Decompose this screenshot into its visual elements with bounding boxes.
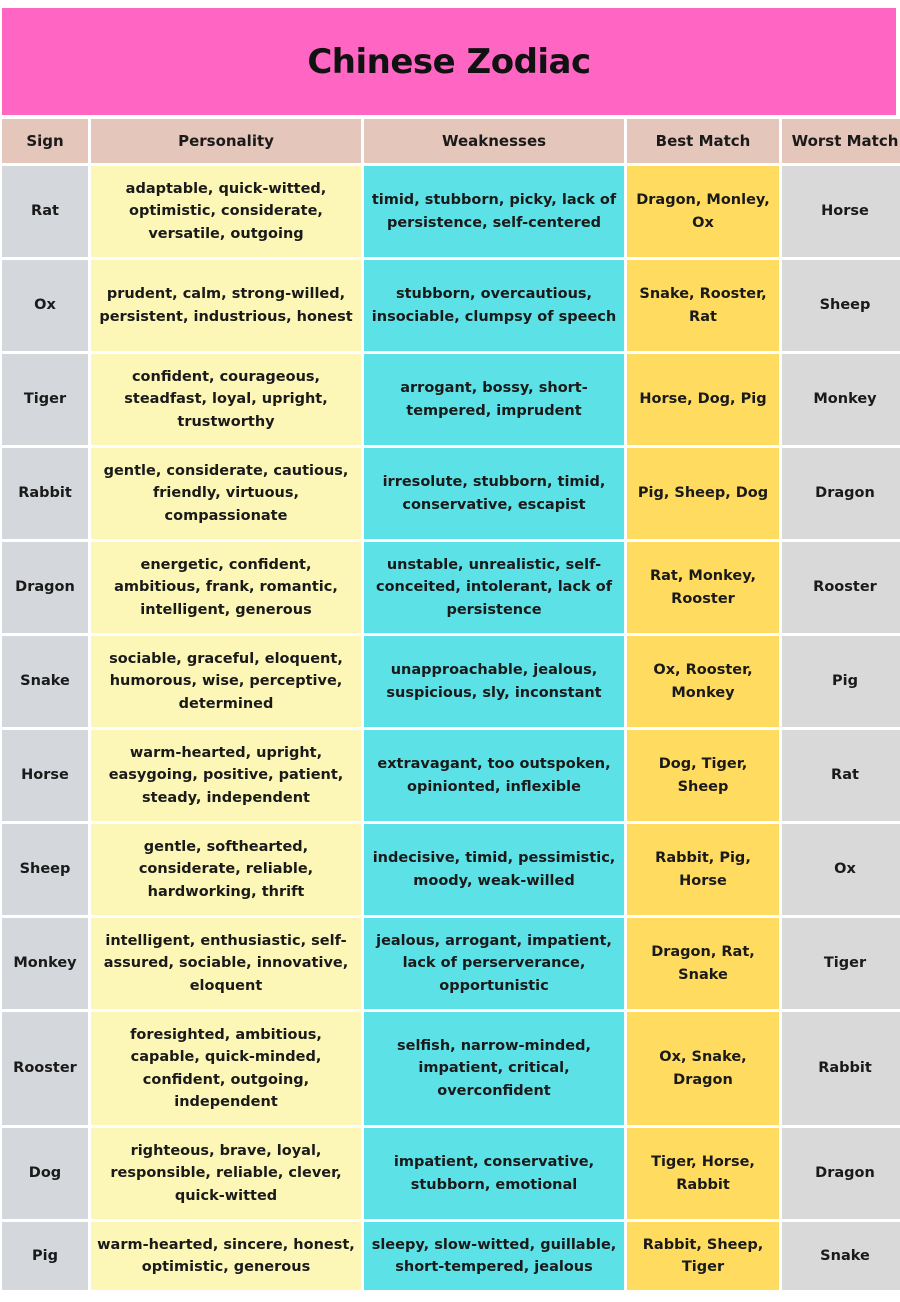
personality-cell: gentle, considerate, cautious, friendly, virtuous, compassionate: [91, 448, 361, 539]
best-match-cell: Dragon, Rat, Snake: [627, 918, 779, 1009]
weaknesses-cell: unapproachable, jealous, suspicious, sly, inconstant: [364, 636, 624, 727]
sign-cell: Pig: [2, 1222, 88, 1290]
header-row: [2, 119, 900, 163]
personality-cell: sociable, graceful, eloquent, humorous, wise, perceptive, determined: [91, 636, 361, 727]
table-row: [2, 448, 900, 539]
page-title: Chinese Zodiac: [307, 41, 591, 82]
personality-cell: prudent, calm, strong-willed, persistent, industrious, honest: [91, 260, 361, 351]
worst-match-cell: Dragon: [782, 1128, 900, 1219]
sign-cell: Rooster: [2, 1012, 88, 1125]
table-row: [2, 824, 900, 915]
table-row: [2, 636, 900, 727]
worst-match-cell: Sheep: [782, 260, 900, 351]
weaknesses-cell: extravagant, too outspoken, opinionted, inflexible: [364, 730, 624, 821]
sign-cell: Dragon: [2, 542, 88, 633]
table-row: [2, 918, 900, 1009]
best-match-cell: Pig, Sheep, Dog: [627, 448, 779, 539]
table-row: [2, 1222, 900, 1290]
table-row: [2, 542, 900, 633]
table-row: [2, 1128, 900, 1219]
header-weaknesses: Weaknesses: [364, 119, 624, 163]
best-match-cell: Dog, Tiger, Sheep: [627, 730, 779, 821]
sign-cell: Sheep: [2, 824, 88, 915]
sign-cell: Dog: [2, 1128, 88, 1219]
zodiac-table: [0, 116, 900, 1293]
personality-cell: warm-hearted, sincere, honest, optimistic, generous: [91, 1222, 361, 1290]
worst-match-cell: Tiger: [782, 918, 900, 1009]
header-personality: Personality: [91, 119, 361, 163]
best-match-cell: Rat, Monkey, Rooster: [627, 542, 779, 633]
table-row: [2, 730, 900, 821]
best-match-cell: Rabbit, Sheep, Tiger: [627, 1222, 779, 1290]
best-match-cell: Rabbit, Pig, Horse: [627, 824, 779, 915]
sign-cell: Horse: [2, 730, 88, 821]
weaknesses-cell: indecisive, timid, pessimistic, moody, weak-willed: [364, 824, 624, 915]
sign-cell: Tiger: [2, 354, 88, 445]
weaknesses-cell: unstable, unrealistic, self-conceited, intolerant, lack of persistence: [364, 542, 624, 633]
best-match-cell: Tiger, Horse, Rabbit: [627, 1128, 779, 1219]
table-row: [2, 354, 900, 445]
table-row: [2, 1012, 900, 1125]
weaknesses-cell: timid, stubborn, picky, lack of persistence, self-centered: [364, 166, 624, 257]
header-sign: Sign: [2, 119, 88, 163]
worst-match-cell: Rat: [782, 730, 900, 821]
table-row: [2, 260, 900, 351]
worst-match-cell: Rabbit: [782, 1012, 900, 1125]
personality-cell: gentle, softhearted, considerate, reliable, hardworking, thrift: [91, 824, 361, 915]
worst-match-cell: Horse: [782, 166, 900, 257]
weaknesses-cell: jealous, arrogant, impatient, lack of perserverance, opportunistic: [364, 918, 624, 1009]
title-banner: [2, 8, 896, 115]
header-worst-match: Worst Match: [782, 119, 900, 163]
weaknesses-cell: sleepy, slow-witted, guillable, short-tempered, jealous: [364, 1222, 624, 1290]
personality-cell: warm-hearted, upright, easygoing, positive, patient, steady, independent: [91, 730, 361, 821]
worst-match-cell: Rooster: [782, 542, 900, 633]
personality-cell: intelligent, enthusiastic, self-assured, sociable, innovative, eloquent: [91, 918, 361, 1009]
best-match-cell: Horse, Dog, Pig: [627, 354, 779, 445]
weaknesses-cell: irresolute, stubborn, timid, conservative, escapist: [364, 448, 624, 539]
sign-cell: Snake: [2, 636, 88, 727]
weaknesses-cell: selfish, narrow-minded, impatient, critical, overconfident: [364, 1012, 624, 1125]
weaknesses-cell: stubborn, overcautious, insociable, clumpsy of speech: [364, 260, 624, 351]
personality-cell: righteous, brave, loyal, responsible, reliable, clever, quick-witted: [91, 1128, 361, 1219]
personality-cell: confident, courageous, steadfast, loyal, upright, trustworthy: [91, 354, 361, 445]
personality-cell: adaptable, quick-witted, optimistic, considerate, versatile, outgoing: [91, 166, 361, 257]
weaknesses-cell: arrogant, bossy, short-tempered, imprudent: [364, 354, 624, 445]
worst-match-cell: Ox: [782, 824, 900, 915]
worst-match-cell: Pig: [782, 636, 900, 727]
sign-cell: Rat: [2, 166, 88, 257]
worst-match-cell: Dragon: [782, 448, 900, 539]
personality-cell: energetic, confident, ambitious, frank, romantic, intelligent, generous: [91, 542, 361, 633]
best-match-cell: Dragon, Monley, Ox: [627, 166, 779, 257]
weaknesses-cell: impatient, conservative, stubborn, emotional: [364, 1128, 624, 1219]
worst-match-cell: Monkey: [782, 354, 900, 445]
sign-cell: Ox: [2, 260, 88, 351]
best-match-cell: Snake, Rooster, Rat: [627, 260, 779, 351]
header-best-match: Best Match: [627, 119, 779, 163]
personality-cell: foresighted, ambitious, capable, quick-minded, confident, outgoing, independent: [91, 1012, 361, 1125]
table-row: [2, 166, 900, 257]
best-match-cell: Ox, Snake, Dragon: [627, 1012, 779, 1125]
worst-match-cell: Snake: [782, 1222, 900, 1290]
sign-cell: Rabbit: [2, 448, 88, 539]
sign-cell: Monkey: [2, 918, 88, 1009]
best-match-cell: Ox, Rooster, Monkey: [627, 636, 779, 727]
